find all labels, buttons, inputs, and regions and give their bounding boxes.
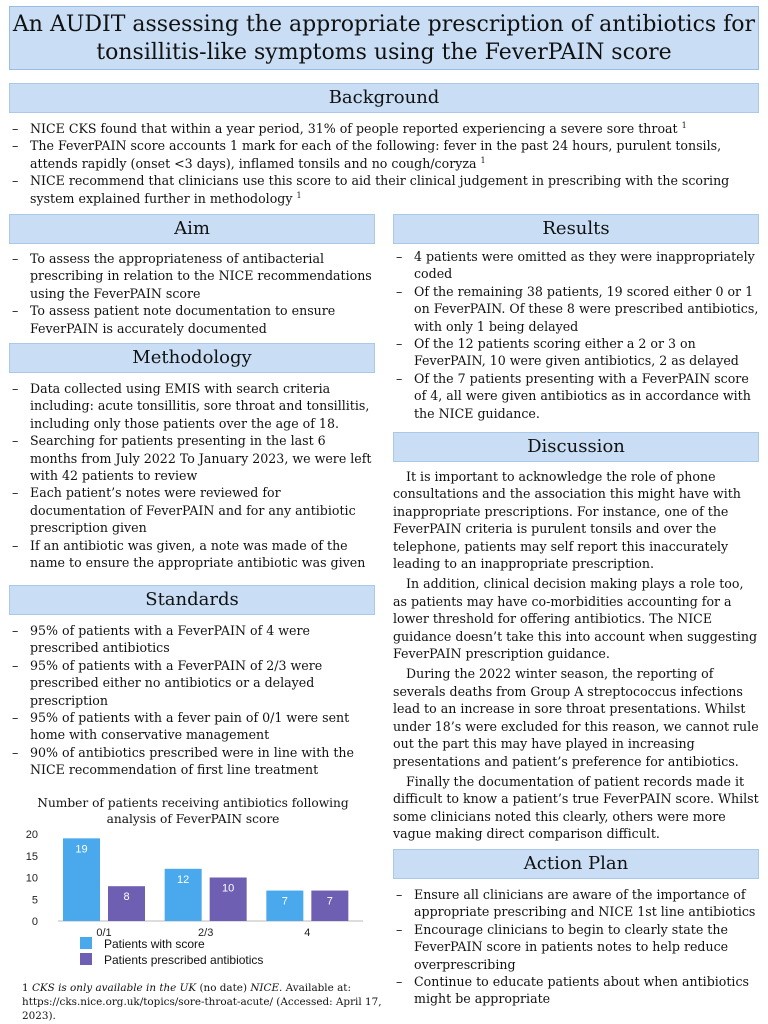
action-plan-list [393, 886, 759, 1008]
bar-value-label: 8 [123, 891, 130, 904]
legend-label: Patients with score [104, 937, 205, 951]
background-list [9, 120, 761, 207]
discussion-paragraph: It is important to acknowledge the role of phone consultations and the association this might have with inappropriate prescriptions. For instance, one of the FeverPAIN criteria is purulent tonsils and over the telephone, patients may self report this inaccurately leading to an inappropriate prescription. [393, 469, 741, 572]
bar-value-label: 7 [326, 895, 333, 908]
list-item: – 90% of antibiotics prescribed were in line with the NICE recommendation of first line treatment [9, 744, 375, 779]
standards-heading: Standards [9, 585, 375, 615]
action-plan-heading: Action Plan [393, 849, 759, 879]
legend-swatch [80, 937, 92, 949]
methodology-list [9, 380, 375, 571]
discussion-body [393, 468, 759, 846]
legend-label: Patients prescribed antibiotics [104, 953, 264, 967]
list-item: – NICE recommend that clinicians use this score to aid their clinical judgement in prescribing with the scoring system explained further in methodology $^1$ [9, 172, 761, 207]
list-item: – Each patient’s notes were reviewed for documentation of FeverPAIN and for any antibiotic prescription given [9, 484, 375, 536]
list-item: – Ensure all clinicians are aware of the importance of appropriate prescribing and NICE 1st line antibiotics [393, 886, 759, 921]
chart-title: Number of patients receiving antibiotics following analysis of FeverPAIN score [37, 796, 349, 826]
list-item: – To assess patient note documentation to ensure FeverPAIN is accurately documented [9, 302, 375, 337]
bar-value-label: 19 [75, 843, 88, 856]
discussion-heading: Discussion [393, 432, 759, 462]
footnote: 1 CKS is only available in the UK (no date) NICE. Available at: https://cks.nice.org.uk/topics/sore-throat-acute/ (Accessed: April 17, 2023). [22, 982, 382, 1022]
bar-value-label: 10 [222, 882, 235, 895]
list-item: – 95% of patients with a fever pain of 0/1 were sent home with conservative management [9, 709, 375, 744]
x-tick-label: 0/1 [96, 927, 112, 939]
poster-title [9, 6, 759, 70]
results-list [393, 248, 759, 422]
results-heading: Results [393, 214, 759, 244]
y-tick-label: 5 [31, 894, 38, 907]
list-item: – NICE CKS found that within a year period, 31% of people reported experiencing a severe sore throat $^1$ [9, 120, 761, 137]
bar-value-label: 7 [281, 895, 288, 908]
discussion-paragraph: Finally the documentation of patient records made it difficult to know a patient’s true FeverPAIN score. Whilst some clinicians noted this clearly, others were more vague making direct comparison difficult. [393, 773, 759, 842]
list-item: – Encourage clinicians to begin to clearly state the FeverPAIN score in patients notes to help reduce overprescribing [393, 921, 759, 973]
discussion-paragraph: During the 2022 winter season, the reporting of severals deaths from Group A streptococcus infections lead to an increase in sore throat presentations. Whilst under 18’s were excluded for this reason, we cannot rule out the part this may have played in increasing presentations and patient’s preference for antibiotics. [393, 666, 759, 769]
title-line-1: An AUDIT assessing the appropriate prescription of antibiotics for [12, 12, 756, 37]
list-item: – Of the 7 patients presenting with a FeverPAIN score of 4, all were given antibiotics as in accordance with the NICE guidance. [393, 370, 759, 422]
list-item: – If an antibiotic was given, a note was made of the name to ensure the appropriate antibiotic was given [9, 537, 375, 572]
list-item: – Continue to educate patients about when antibiotics might be appropriate [393, 973, 759, 1008]
background-heading: Background [9, 83, 759, 113]
y-tick-label: 15 [25, 850, 38, 863]
list-item: – To assess the appropriateness of antibacterial prescribing in relation to the NICE recommendations using the FeverPAIN score [9, 250, 375, 302]
list-item: – Data collected using EMIS with search criteria including: acute tonsillitis, sore throat and tonsillitis, including only those patients over the age of 18. [9, 380, 375, 432]
list-item: – 4 patients were omitted as they were inappropriately coded [393, 248, 759, 283]
x-tick-label: 4 [304, 927, 311, 939]
x-tick-label: 2/3 [198, 927, 214, 939]
title-line-2: tonsillitis-like symptoms using the FeverPAIN score [96, 40, 672, 65]
chart-plot [18, 827, 368, 977]
list-item: – The FeverPAIN score accounts 1 mark for each of the following: fever in the past 24 hours, purulent tonsils, attends rapidly (onset <3 days), inflamed tonsils and no cough/coryza $^1$ [9, 137, 761, 172]
list-item: – 95% of patients with a FeverPAIN of 2/3 were prescribed either no antibiotics or a delayed prescription [9, 657, 375, 709]
y-tick-label: 10 [25, 872, 38, 885]
y-tick-label: 0 [31, 916, 38, 928]
list-item: – Of the 12 patients scoring either a 2 or 3 on FeverPAIN, 10 were given antibiotics, 2 as delayed [393, 335, 759, 370]
methodology-heading: Methodology [9, 343, 375, 373]
standards-list [9, 622, 375, 779]
antibiotics-bar-chart [18, 795, 368, 975]
list-item: – Of the remaining 38 patients, 19 scored either 0 or 1 on FeverPAIN. Of these 8 were prescribed antibiotics, with only 1 being delayed [393, 283, 759, 335]
y-tick-label: 20 [25, 829, 38, 841]
list-item: – Searching for patients presenting in the last 6 months from July 2022 To January 2023, we were left with 42 patients to review [9, 432, 375, 484]
legend-swatch [80, 953, 92, 965]
bar-value-label: 12 [177, 873, 190, 886]
aim-list [9, 250, 375, 337]
aim-heading: Aim [9, 214, 375, 244]
list-item: – 95% of patients with a FeverPAIN of 4 were prescribed antibiotics [9, 622, 375, 657]
discussion-paragraph: In addition, clinical decision making plays a role too, as patients may have co-morbidities accounting for a lower threshold for offering antibiotics. The NICE guidance doesn’t take this into account when suggesting FeverPAIN prescription guidance. [393, 576, 758, 662]
